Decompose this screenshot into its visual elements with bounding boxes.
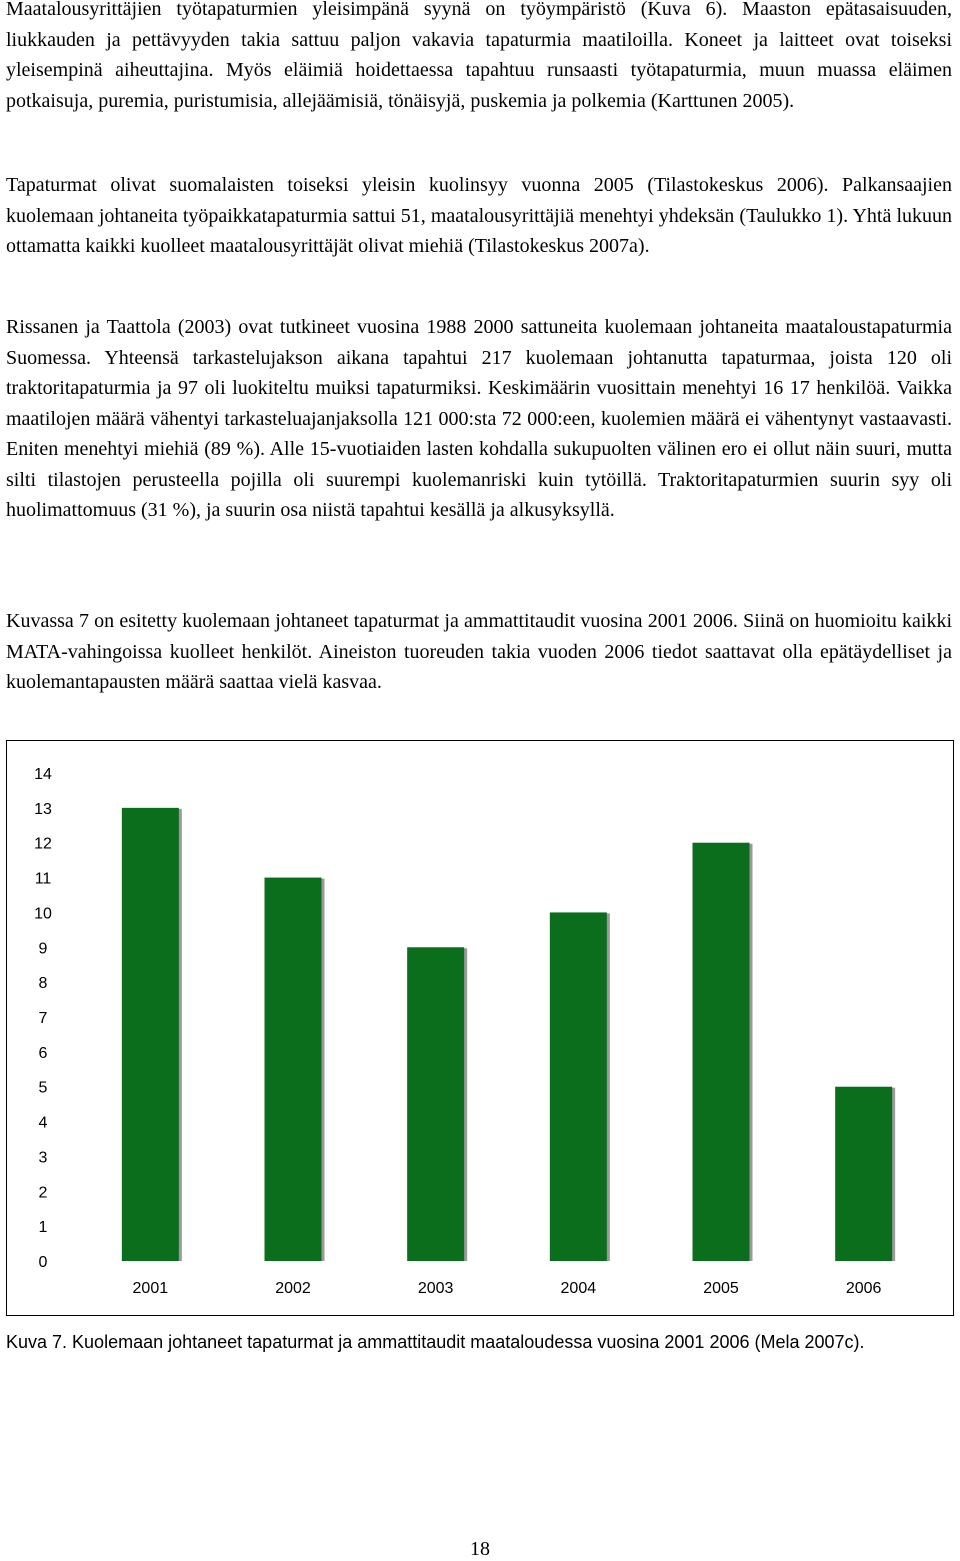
y-tick-label: 3 bbox=[38, 1149, 48, 1167]
y-tick-label: 4 bbox=[38, 1114, 48, 1132]
x-category-label: 2006 bbox=[845, 1280, 882, 1297]
bar-2003 bbox=[407, 947, 464, 1261]
y-tick-label: 11 bbox=[34, 870, 52, 888]
y-tick-label: 13 bbox=[34, 800, 52, 818]
y-tick-label: 6 bbox=[38, 1044, 48, 1062]
figure-7-chart bbox=[6, 740, 954, 1316]
paragraph-figure-7-intro: Kuvassa 7 on esitetty kuolemaan johtaneet tapaturmat ja ammattitaudit vuosina 2001 2006. Siinä on huomioitu kaikki MATA-vahingoissa kuolleet henkilöt. Aineiston tuoreuden takia vuoden 2006 tiedot saattavat olla epätäydelliset ja kuolemantapausten määrä saattaa vielä kasvaa. bbox=[6, 610, 952, 693]
y-tick-label: 0 bbox=[38, 1254, 48, 1271]
x-category-label: 2005 bbox=[703, 1280, 739, 1297]
x-category-label: 2003 bbox=[417, 1280, 454, 1297]
figure-7-caption: Kuva 7. Kuolemaan johtaneet tapaturmat ja ammattitaudit maataloudessa vuosina 2001 2006 (Mela 2007c). bbox=[6, 1332, 865, 1352]
bar-2005 bbox=[693, 843, 750, 1261]
bar-2001 bbox=[122, 808, 179, 1261]
x-category-label: 2002 bbox=[275, 1280, 311, 1297]
page-number: 18 bbox=[470, 1538, 490, 1560]
x-category-label: 2001 bbox=[132, 1280, 169, 1297]
bar-2004 bbox=[550, 912, 607, 1261]
y-tick-label: 12 bbox=[34, 835, 52, 853]
y-tick-label: 7 bbox=[38, 1010, 48, 1027]
y-tick-label: 8 bbox=[38, 975, 48, 993]
paragraph-rissanen-taattola-study: Rissanen ja Taattola (2003) ovat tutkineet vuosina 1988 2000 sattuneita kuolemaan johtaneita maataloustapaturmia Suomessa. Yhteensä tarkastelujakson aikana tapahtui 217 kuolemaan johtanutta tapaturmaa, joista 120 oli traktoritapaturmia ja 97 oli luokiteltu muiksi tapaturmiksi. Keskimäärin vuosittain menehtyi 16 17 henkilöä. Vaikka maatilojen määrä vähentyi tarkasteluajanjaksolla 121 000:sta 72 000:een, kuolemien määrä ei vähentynyt vastaavasti. Eniten menehtyi miehiä (89 %). Alle 15-vuotiaiden lasten kohdalla sukupuolten välinen ero ei ollut näin suuri, mutta silti tilastojen perusteella pojilla oli suurempi kuolemanriski kuin tytöillä. Traktoritapaturmien suurin syy oli huolimattomuus (31 %), ja suurin osa niistä tapahtui kesällä ja alkusyksyllä. bbox=[6, 316, 952, 521]
y-tick-label: 9 bbox=[38, 940, 48, 958]
bar-chart-svg bbox=[7, 741, 955, 1317]
bar-2006 bbox=[835, 1087, 892, 1261]
y-tick-label: 14 bbox=[34, 766, 52, 783]
y-tick-label: 5 bbox=[38, 1079, 48, 1097]
x-category-label: 2004 bbox=[560, 1280, 597, 1297]
paragraph-work-accidents-causes: Maatalousyrittäjien työtapaturmien yleisimpänä syynä on työympäristö (Kuva 6). Maaston epätasaisuuden, liukkauden ja pettävyyden takia sattuu paljon vakavia tapaturmia maatiloilla. Koneet ja laitteet ovat toiseksi yleisempinä aiheuttajina. Myös eläimiä hoidettaessa tapahtuu runsaasti työtapaturmia, muun muassa eläimen potkaisuja, puremia, puristumisia, allejäämisiä, tönäisyjä, puskemia ja polkemia (Karttunen 2005). bbox=[6, 0, 952, 112]
bar-2002 bbox=[265, 878, 322, 1261]
y-tick-label: 1 bbox=[38, 1219, 48, 1237]
y-tick-label: 10 bbox=[34, 905, 52, 923]
y-tick-label: 2 bbox=[38, 1184, 48, 1202]
paragraph-accident-deaths-2005: Tapaturmat olivat suomalaisten toiseksi yleisin kuolinsyy vuonna 2005 (Tilastokeskus 2006). Palkansaajien kuolemaan johtaneita työpaikkatapaturmia sattui 51, maatalousyrittäjiä menehtyi yhdeksän (Taulukko 1). Yhtä lukuun ottamatta kaikki kuolleet maatalousyrittäjät olivat miehiä (Tilastokeskus 2007a). bbox=[6, 174, 952, 257]
